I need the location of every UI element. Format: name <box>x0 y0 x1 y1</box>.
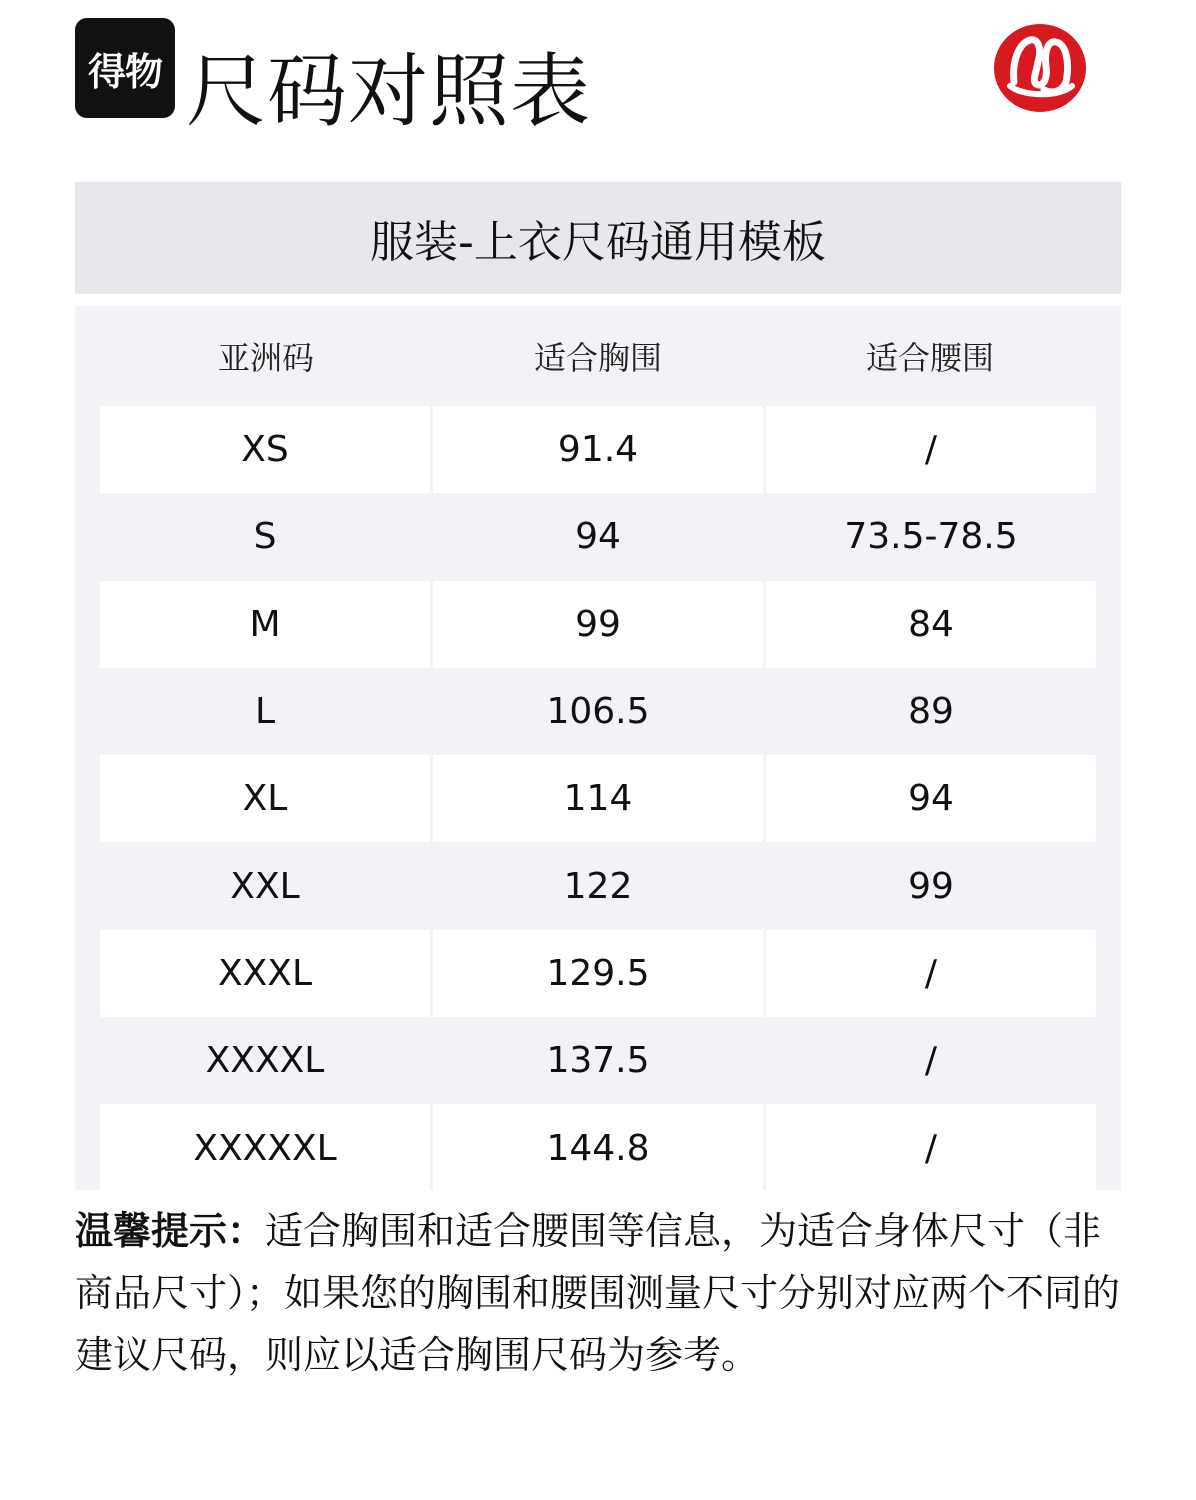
waist-cell: / <box>766 930 1096 1017</box>
table-header <box>100 306 1096 406</box>
chest-cell: 91.4 <box>433 406 763 493</box>
table-row <box>100 755 1096 842</box>
template-title: 服装-上衣尺码通用模板 <box>75 182 1121 294</box>
waist-cell: 94 <box>766 755 1096 842</box>
tip-label: 温馨提示： <box>75 1209 266 1253</box>
size-cell: S <box>100 493 430 580</box>
waist-cell: 84 <box>766 581 1096 668</box>
size-cell: L <box>100 668 430 755</box>
chest-cell: 94 <box>433 493 763 580</box>
chest-cell: 99 <box>433 581 763 668</box>
chest-cell: 144.8 <box>433 1104 763 1191</box>
tip-note <box>75 1200 1125 1386</box>
lululemon-logo-icon <box>992 22 1088 114</box>
column-header-chest: 适合胸围 <box>533 339 662 377</box>
page-title: 尺码对照表 <box>186 45 591 138</box>
table-row <box>100 1017 1096 1104</box>
chest-cell: 106.5 <box>433 668 763 755</box>
waist-cell: 99 <box>766 842 1096 929</box>
waist-cell: / <box>766 1017 1096 1104</box>
waist-cell: / <box>766 406 1096 493</box>
table-body <box>100 406 1096 1192</box>
table-row <box>100 581 1096 668</box>
waist-cell: / <box>766 1104 1096 1191</box>
waist-cell: 73.5-78.5 <box>766 493 1096 580</box>
table-row <box>100 842 1096 929</box>
size-cell: XXXXXL <box>100 1104 430 1191</box>
size-table <box>75 306 1121 1190</box>
column-header-waist: 适合腰围 <box>865 339 994 377</box>
size-cell: M <box>100 581 430 668</box>
table-row <box>100 668 1096 755</box>
header <box>0 0 1196 170</box>
size-cell: XS <box>100 406 430 493</box>
size-cell: XL <box>100 755 430 842</box>
tip-text: 适合胸围和适合腰围等信息，为适合身体尺寸（非商品尺寸）；如果您的胸围和腰围测量尺寸分别对应两个不同的建议尺码，则应以适合胸围尺码为参考。 <box>75 1209 1121 1377</box>
table-row <box>100 930 1096 1017</box>
table-row <box>100 493 1096 580</box>
chest-cell: 114 <box>433 755 763 842</box>
brand-badge: 得物 <box>75 18 175 118</box>
size-cell: XXL <box>100 842 430 929</box>
size-cell: XXXXL <box>100 1017 430 1104</box>
table-row <box>100 1104 1096 1191</box>
chest-cell: 129.5 <box>433 930 763 1017</box>
chest-cell: 137.5 <box>433 1017 763 1104</box>
size-cell: XXXL <box>100 930 430 1017</box>
chest-cell: 122 <box>433 842 763 929</box>
waist-cell: 89 <box>766 668 1096 755</box>
column-header-asian-size: 亚洲码 <box>217 339 314 377</box>
table-row <box>100 406 1096 493</box>
